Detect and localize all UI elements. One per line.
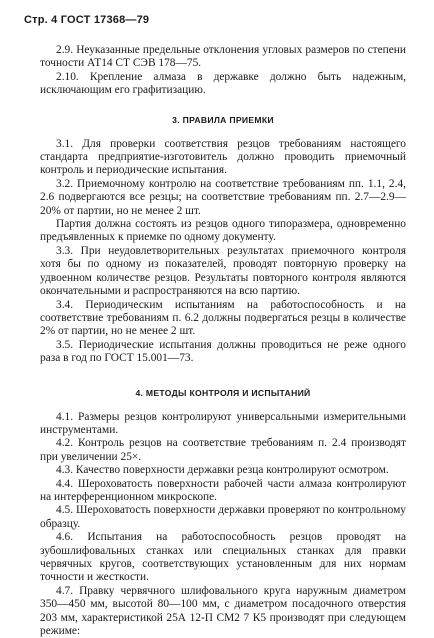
paragraph-3-2-lot: Партия должна состоять из резцов одного типоразмера, одновременно предъявленных к приемке по одному документу. [40,218,406,244]
document-body [40,44,406,638]
paragraph-4-6: 4.6. Испытания на работоспособность резцов проводят на зубошлифовальных станках или специальных станках для правки червячных кругов, соответствующих установленным для них нормам точности и жесткости. [40,531,406,584]
section-3-title: 3. ПРАВИЛА ПРИЕМКИ [172,114,274,125]
paragraph-3-1: 3.1. Для проверки соответствия резцов требованиям настоящего стандарта предприятие-изготовитель должно проводить приемочный контроль и периодические испытания. [40,137,406,177]
paragraph-3-5: 3.5. Периодические испытания должны проводиться не реже одного раза в год по ГОСТ 15.001—73. [40,338,406,365]
section-4-title: 4. МЕТОДЫ КОНТРОЛЯ И ИСПЫТАНИЙ [135,387,311,398]
paragraph-4-2: 4.2. Контроль резцов на соответствие требованиям п. 2.4 производят при увеличении 25×. [40,437,406,463]
paragraph-4-1: 4.1. Размеры резцов контролируют универсальными измерительными инструментами. [40,410,406,436]
paragraph-4-7: 4.7. Правку червячного шлифовального круга наружным диаметром 350—450 мм, высотой 80—100 мм, с диаметром посадочного отверстия 203 мм, характеристикой 25А 12-П СМ2 7 К5 производят при следующем режиме: [40,584,406,638]
paragraph-3-3: 3.3. При неудовлетворительных результатах приемочного контроля хотя бы по одному из показателей, проводят повторную проверку на удвоенном количестве резцов. Результаты повторного контроля являются окончательными и распространяются на всю партию. [40,244,406,298]
paragraph-2-9: 2.9. Неуказанные предельные отклонения угловых размеров по степени точности АТ14 СТ СЭВ 178—75. [40,44,406,70]
paragraph-4-5: 4.5. Шероховатость поверхности державки проверяют по контрольному образцу. [40,504,406,530]
paragraph-2-10: 2.10. Крепление алмаза в державке должно быть надежным, исключающим его графитизацию. [40,70,406,97]
paragraph-4-4: 4.4. Шероховатость поверхности рабочей части алмаза контролируют на интерференционном микроскопе. [40,477,406,503]
page-header: Стр. 4 ГОСТ 17368—79 [24,14,150,26]
paragraph-3-4: 3.4. Периодическим испытаниям на работоспособность и на соответствие требованиям п. 6.2 должны подвергаться резцы в количестве 2% от партии, но не менее 2 шт. [40,298,406,338]
paragraph-3-2: 3.2. Приемочному контролю на соответствие требованиям пп. 1.1, 2.4, 2.6 подвергаются все резцы; на соответствие требованиям пп. 2.7—2.9—20% от партии, но не менее 2 шт. [40,177,406,217]
paragraph-4-3: 4.3. Качество поверхности державки резца контролируют осмотром. [56,464,389,477]
